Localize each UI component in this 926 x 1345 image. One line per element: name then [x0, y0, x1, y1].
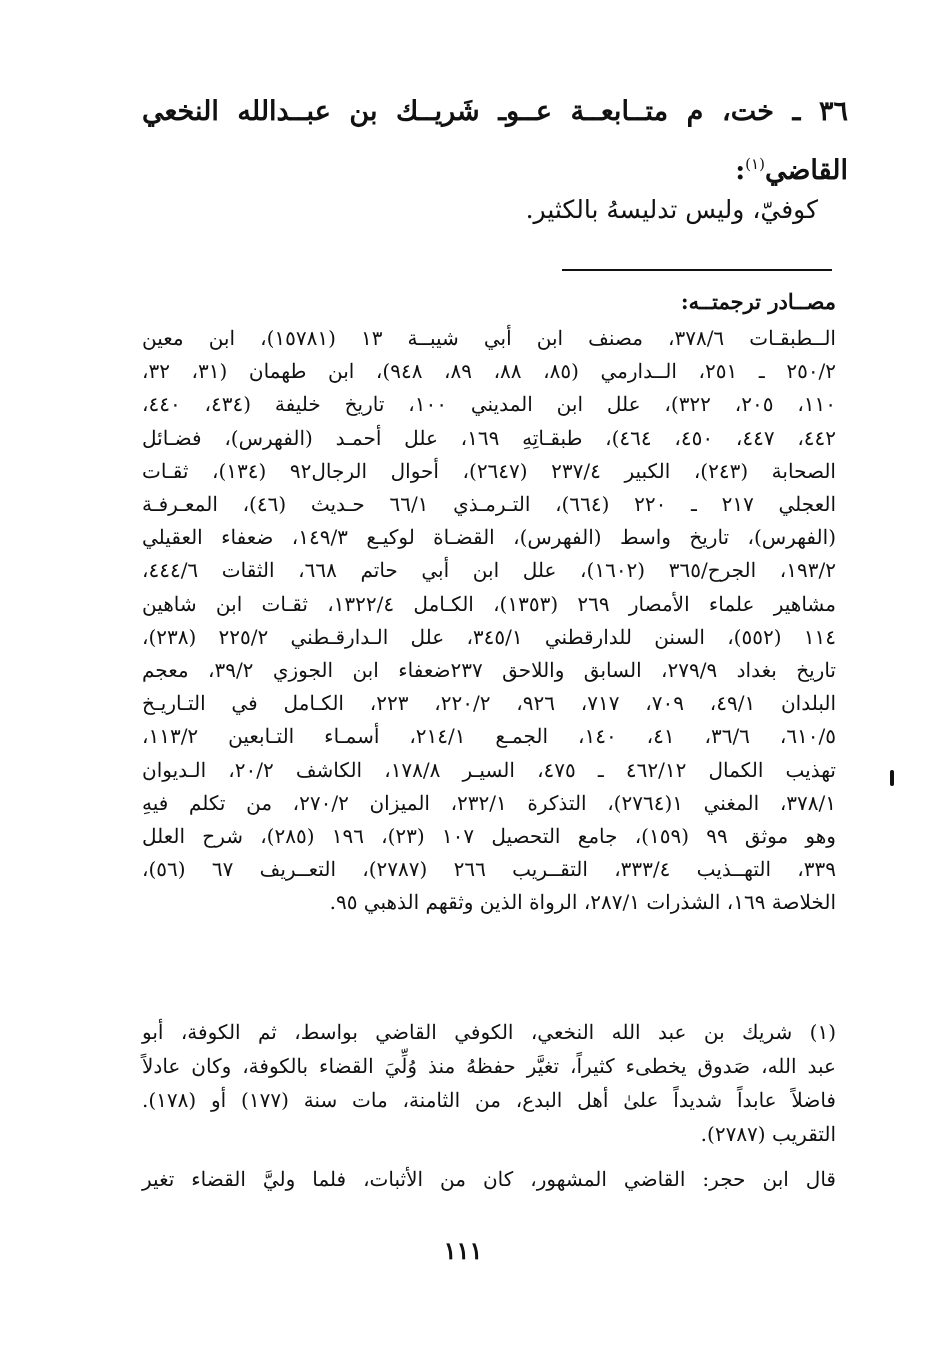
entry-heading: [142, 86, 848, 197]
sources-list: [142, 322, 836, 920]
sources-line: ١١٤ (٥٥٢)، السنن للدارقطني ٣٤٥/١، علل الـدارقـطني ٢٢٥/٢ (٢٣٨)،: [142, 624, 836, 649]
sources-line: تاريخ بغداد ٢٧٩/٩، السابق واللاحق ٢٣٧ضعفاء ابن الجوزي ٣٩/٢، معجم: [142, 658, 836, 683]
sources-line: الخلاصة ١٦٩، الشذرات ٢٨٧/١، الرواة الذين وثقهم الذهبي ٩٥.: [329, 890, 836, 915]
footnote-line: فاضلاً عابداً شديداً علىٰ أهل البدع، من الثامنة، مات سنة (١٧٧) أو (١٧٨).: [142, 1088, 836, 1112]
sources-line: وهو موثق ٩٩ (١٥٩)، جامع التحصيل ١٠٧ (٢٣)، ١٩٦ (٢٨٥)، شرح العلل: [142, 824, 836, 849]
sources-line: ٣٧٨/١، المغني ١(٢٧٦٤)، التذكرة ٢٣٢/١، الميزان ٢٧٠/٢، من تكلم فيهِ: [142, 790, 836, 815]
footnote: [142, 1015, 836, 1151]
footnote-line: التقريب (٢٧٨٧).: [700, 1122, 836, 1146]
sources-title: مصــادر ترجمتــه:: [680, 289, 836, 314]
margin-mark: [890, 770, 894, 786]
page-number: ١١١: [443, 1236, 483, 1265]
footnote-marker: (١): [745, 155, 765, 173]
sources-line: ٢٥٠/٢ ـ ٢٥١، الــدارمي (٨٥، ٨٨، ٨٩، ٩٤٨)، ابن طهمان (٣١، ٣٢،: [142, 359, 837, 384]
footnote-quote: قال ابن حجر: القاضي المشهور، كان من الأثبات، فلما وليَّ القضاء تغير: [142, 1167, 836, 1191]
footnote-line: عبد الله، صَدوق يخطىء كثيراً، تغيَّر حفظهُ منذ وُلِّيَ القضاء بالكوفة، وكان عادلاً: [142, 1054, 836, 1078]
footnote-line: (١) شريك بن عبد الله النخعي، الكوفي القاضي بواسط، ثم الكوفة، أبو: [142, 1020, 836, 1044]
sources-line: ١٩٣/٢، الجرح/٣٦٥ (١٦٠٢)، علل ابن أبي حاتم ٦٦٨، الثقات ٤٤٤/٦،: [142, 558, 836, 583]
sources-line: تهذيب الكمال ٤٦٢/١٢ ـ ٤٧٥، السيـر ١٧٨/٨، الكاشف ٢٠/٢، الـديوان: [142, 757, 836, 782]
sources-line: ٣٣٩، التهــذيب ٣٣٣/٤، التقــريب ٢٦٦ (٢٧٨٧)، التعــريف ٦٧ (٥٦)،: [142, 857, 836, 882]
sources-line: (الفهرس)، تاريخ واسط (الفهرس)، القضـاة لوكيـع ١٤٩/٣، ضعفاء العقيلي: [142, 525, 836, 550]
sources-line: مشاهير علماء الأمصار ٢٦٩ (١٣٥٣)، الكـامل ١٣٢٢/٤، ثقـات ابن شاهين: [142, 591, 836, 616]
sources-line: الصحابة (٢٤٣)، الكبير ٢٣٧/٤ (٢٦٤٧)، أحوال الرجال٩٢ (١٣٤)، ثقـات: [142, 458, 836, 483]
sources-line: ١١٠، ٢٠٥، ٣٢٢)، علل ابن المديني ١٠٠، تاريخ خليفة (٤٣٤، ٤٤٠،: [142, 392, 837, 417]
sources-line: ٤٤٢، ٤٤٧، ٤٥٠، ٤٦٤)، طبقـاتِهِ ١٦٩، علل أحمـد (الفهرس)، فضـائل: [142, 425, 837, 450]
entry-intro: كوفيّ، وليس تدليسهُ بالكثير.: [525, 195, 818, 224]
footnote-divider: [562, 269, 832, 271]
sources-line: العجلي ٢١٧ ـ ٢٢٠ (٦٦٤)، التـرمـذي ٦٦/١ حـديث (٤٦)، المعـرفـة: [142, 492, 837, 517]
heading-colon: :: [735, 155, 746, 186]
sources-line: الــطبقـات ٣٧٨/٦، مصنف ابن أبي شيبــة ١٣ (١٥٧٨١)، ابن معين: [142, 326, 836, 350]
sources-line: ٦١٠/٥، ٣٦/٦، ٤١، ١٤٠، الجمـع ٢١٤/١، أسمـاء التـابعين ١١٣/٢،: [142, 724, 837, 749]
entry-heading-text: ٣٦ ـ خت، م متــابعــة عــوـ شَريــك بن عبــدالله النخعي القاضي: [142, 96, 848, 186]
sources-line: البلدان ٤٩/١، ٧٠٩، ٧١٧، ٩٢٦، ٢٢٠/٢، ٢٢٣، الكـامل في التـاريـخ: [142, 691, 837, 716]
